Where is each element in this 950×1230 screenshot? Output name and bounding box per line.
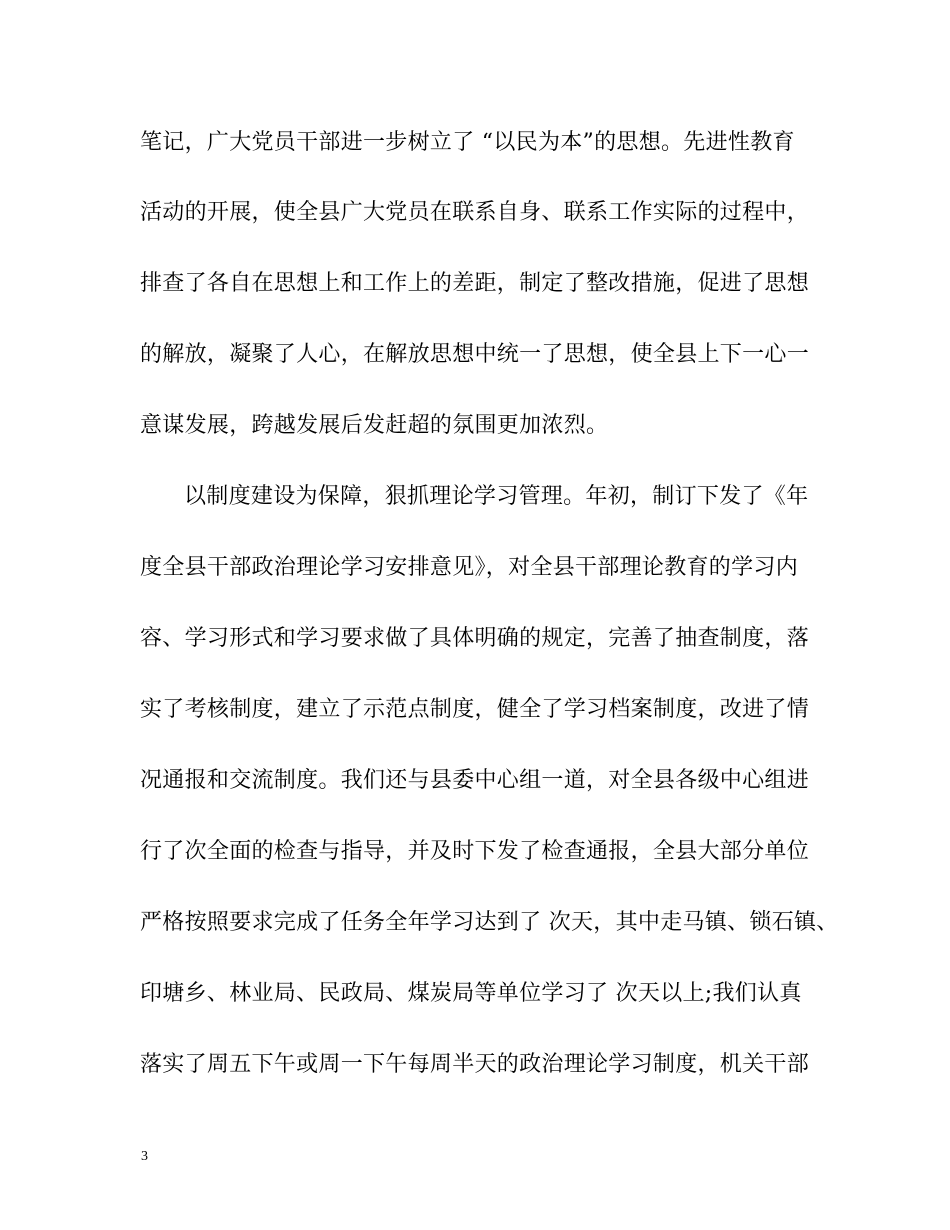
- paragraph-line: 意谋发展，跨越发展后发赶超的氛围更加浓烈。: [140, 413, 609, 438]
- paragraph-line: 实了考核制度，建立了示范点制度，健全了学习档案制度，改进了情: [140, 697, 810, 722]
- paragraph-line: 活动的开展，使全县广大党员在联系自身、联系工作实际的过程中，: [140, 200, 810, 225]
- paragraph-line: 以制度建设为保障，狠抓理论学习管理。年初，制订下发了《年: [184, 484, 809, 509]
- paragraph-line: 印塘乡、林业局、民政局、煤炭局等单位学习了 次天以上;我们认真: [140, 981, 802, 1006]
- paragraph-line: 笔记，广大党员干部进一步树立了 “以民为本”的思想。先进性教育: [140, 130, 795, 155]
- paragraph-line: 严格按照要求完成了任务全年学习达到了 次天，其中走马镇、锁石镇、: [140, 910, 839, 935]
- paragraph-line: 容、学习形式和学习要求做了具体明确的规定，完善了抽查制度，落: [140, 626, 810, 651]
- paragraph-line: 落实了周五下午或周一下午每周半天的政治理论学习制度，机关干部: [140, 1052, 810, 1077]
- paragraph-line: 况通报和交流制度。我们还与县委中心组一道，对全县各级中心组进: [140, 768, 810, 793]
- paragraph-line: 度全县干部政治理论学习安排意见》，对全县干部理论教育的学习内: [140, 555, 799, 580]
- paragraph-line: 排查了各自在思想上和工作上的差距，制定了整改措施，促进了思想: [140, 271, 810, 296]
- page-number: 3: [141, 1149, 148, 1164]
- paragraph-line: 行了次全面的检查与指导，并及时下发了检查通报，全县大部分单位: [140, 839, 810, 864]
- paragraph-line: 的解放，凝聚了人心，在解放思想中统一了思想，使全县上下一心一: [140, 342, 810, 367]
